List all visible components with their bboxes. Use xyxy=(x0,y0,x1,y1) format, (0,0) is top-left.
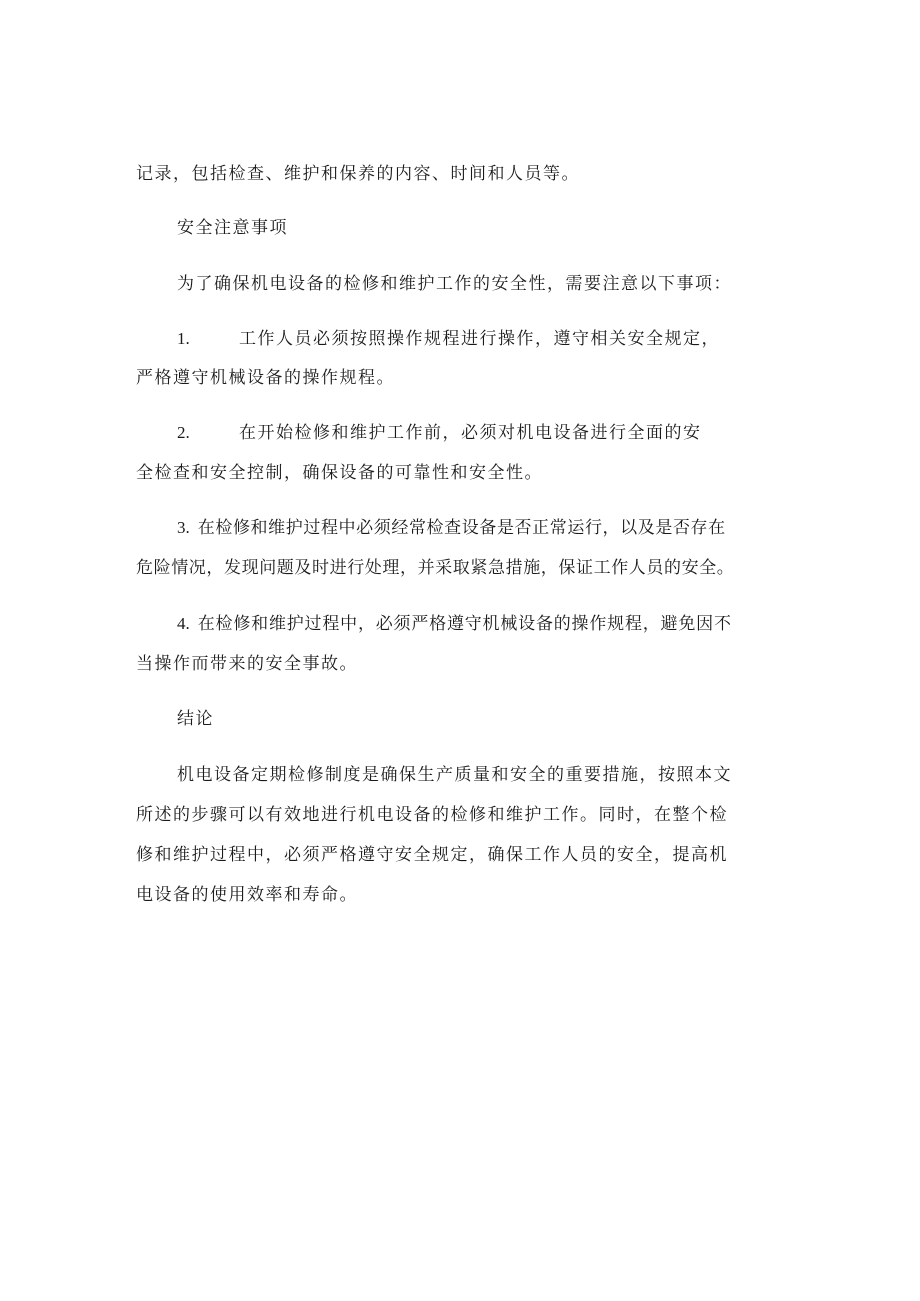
conclusion-line-1: 机电设备定期检修制度是确保生产质量和安全的重要措施，按照本文 xyxy=(177,765,732,785)
safety-item-3-number: 3. xyxy=(177,518,190,537)
safety-item-4-line1 xyxy=(177,612,732,636)
safety-item-3-line1 xyxy=(177,516,726,540)
safety-item-1-line1 xyxy=(177,327,720,351)
safety-item-4-number: 4. xyxy=(177,614,190,633)
safety-item-1-text1: 工作人员必须按照操作规程进行操作，遵守相关安全规定， xyxy=(239,329,720,349)
safety-item-2-number: 2. xyxy=(177,423,190,442)
safety-item-3-text1: 在检修和维护过程中必须经常检查设备是否正常运行，以及是否存在 xyxy=(197,518,726,538)
safety-item-2-text1: 在开始检修和维护工作前，必须对机电设备进行全面的安 xyxy=(239,423,702,443)
safety-item-1-line2: 严格遵守机械设备的操作规程。 xyxy=(136,368,395,388)
intro-tail-line: 记录，包括检查、维护和保养的内容、时间和人员等。 xyxy=(136,164,580,184)
safety-item-3-line2: 危险情况，发现问题及时进行处理，并采取紧急措施，保证工作人员的安全。 xyxy=(136,558,735,578)
conclusion-heading: 结论 xyxy=(177,709,214,729)
safety-item-1-number: 1. xyxy=(177,329,190,348)
safety-item-4-text1: 在检修和维护过程中，必须严格遵守机械设备的操作规程，避免因不 xyxy=(197,614,732,634)
safety-item-2-line1 xyxy=(177,421,702,445)
safety-lead: 为了确保机电设备的检修和维护工作的安全性，需要注意以下事项： xyxy=(177,274,732,294)
safety-heading: 安全注意事项 xyxy=(177,218,288,238)
conclusion-line-2: 所述的步骤可以有效地进行机电设备的检修和维护工作。同时，在整个检 xyxy=(136,805,728,825)
conclusion-line-4: 电设备的使用效率和寿命。 xyxy=(136,885,358,905)
conclusion-line-3: 修和维护过程中，必须严格遵守安全规定，确保工作人员的安全，提高机 xyxy=(136,845,728,865)
safety-item-4-line2: 当操作而带来的安全事故。 xyxy=(136,654,358,674)
safety-item-2-line2: 全检查和安全控制，确保设备的可靠性和安全性。 xyxy=(136,463,543,483)
